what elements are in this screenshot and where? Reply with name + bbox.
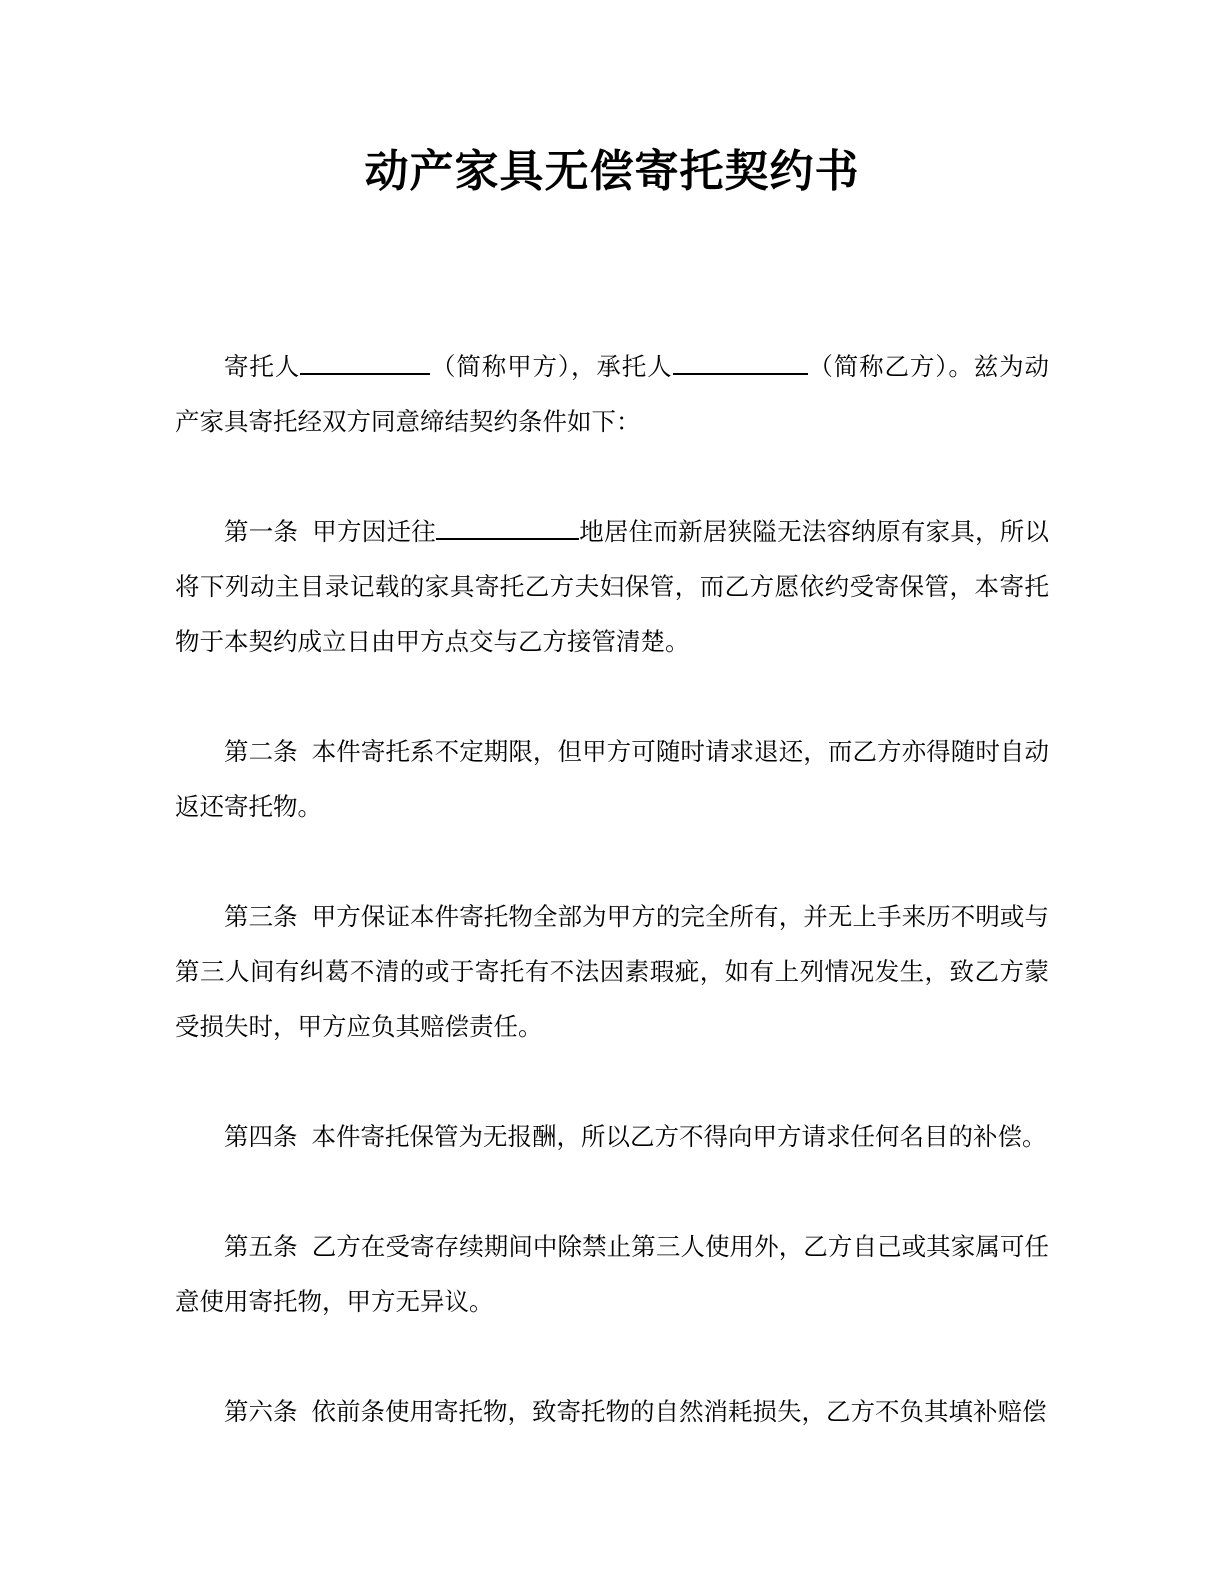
intro-text-3: （简称乙方）。兹为动产家具寄托经双方同意缔结契约条件如下： (175, 354, 1049, 436)
article-1-text-post: 地居住而新居狭隘无法容纳原有家具，所以将下列动主目录记载的家具寄托乙方夫妇保管，而乙方愿依约受寄保管，本寄托物于本契约成立日由甲方点交与乙方接管清楚。 (175, 519, 1050, 656)
custodian-name-blank (673, 350, 808, 375)
article-3-text: 甲方保证本件寄托物全部为甲方的完全所有，并无上手来历不明或与第三人间有纠葛不清的或于寄托有不法因素瑕疵，如有上列情况发生，致乙方蒙受损失时，甲方应负其赔偿责任。 (175, 904, 1049, 1041)
article-1 (175, 505, 1049, 670)
article-6-text: 依前条使用寄托物，致寄托物的自然消耗损失，乙方不负其填补赔偿 (311, 1399, 1047, 1426)
article-2-number: 第二条 (224, 739, 298, 766)
depositor-name-blank (300, 350, 430, 375)
article-4-number: 第四条 (224, 1124, 298, 1151)
document-body (175, 340, 1049, 1440)
intro-text-1: 寄托人 (224, 354, 301, 381)
article-6 (175, 1385, 1049, 1440)
article-5-number: 第五条 (224, 1234, 298, 1261)
relocation-place-blank (436, 515, 579, 540)
article-4 (175, 1110, 1049, 1165)
article-6-number: 第六条 (224, 1399, 298, 1426)
article-1-text-pre: 甲方因迁往 (312, 519, 436, 546)
article-3-number: 第三条 (224, 904, 298, 931)
document-title: 动产家具无偿寄托契约书 (364, 147, 860, 196)
article-4-text: 本件寄托保管为无报酬，所以乙方不得向甲方请求任何名目的补偿。 (311, 1124, 1047, 1151)
article-2 (175, 725, 1049, 835)
intro-paragraph (175, 340, 1049, 450)
article-5-text: 乙方在受寄存续期间中除禁止第三人使用外，乙方自己或其家属可任意使用寄托物，甲方无异议。 (175, 1234, 1049, 1316)
article-5 (175, 1220, 1049, 1330)
article-2-text: 本件寄托系不定期限，但甲方可随时请求退还，而乙方亦得随时自动返还寄托物。 (175, 739, 1049, 821)
article-3 (175, 890, 1049, 1055)
intro-text-2: （简称甲方），承托人 (430, 354, 673, 381)
article-1-number: 第一条 (224, 519, 299, 546)
